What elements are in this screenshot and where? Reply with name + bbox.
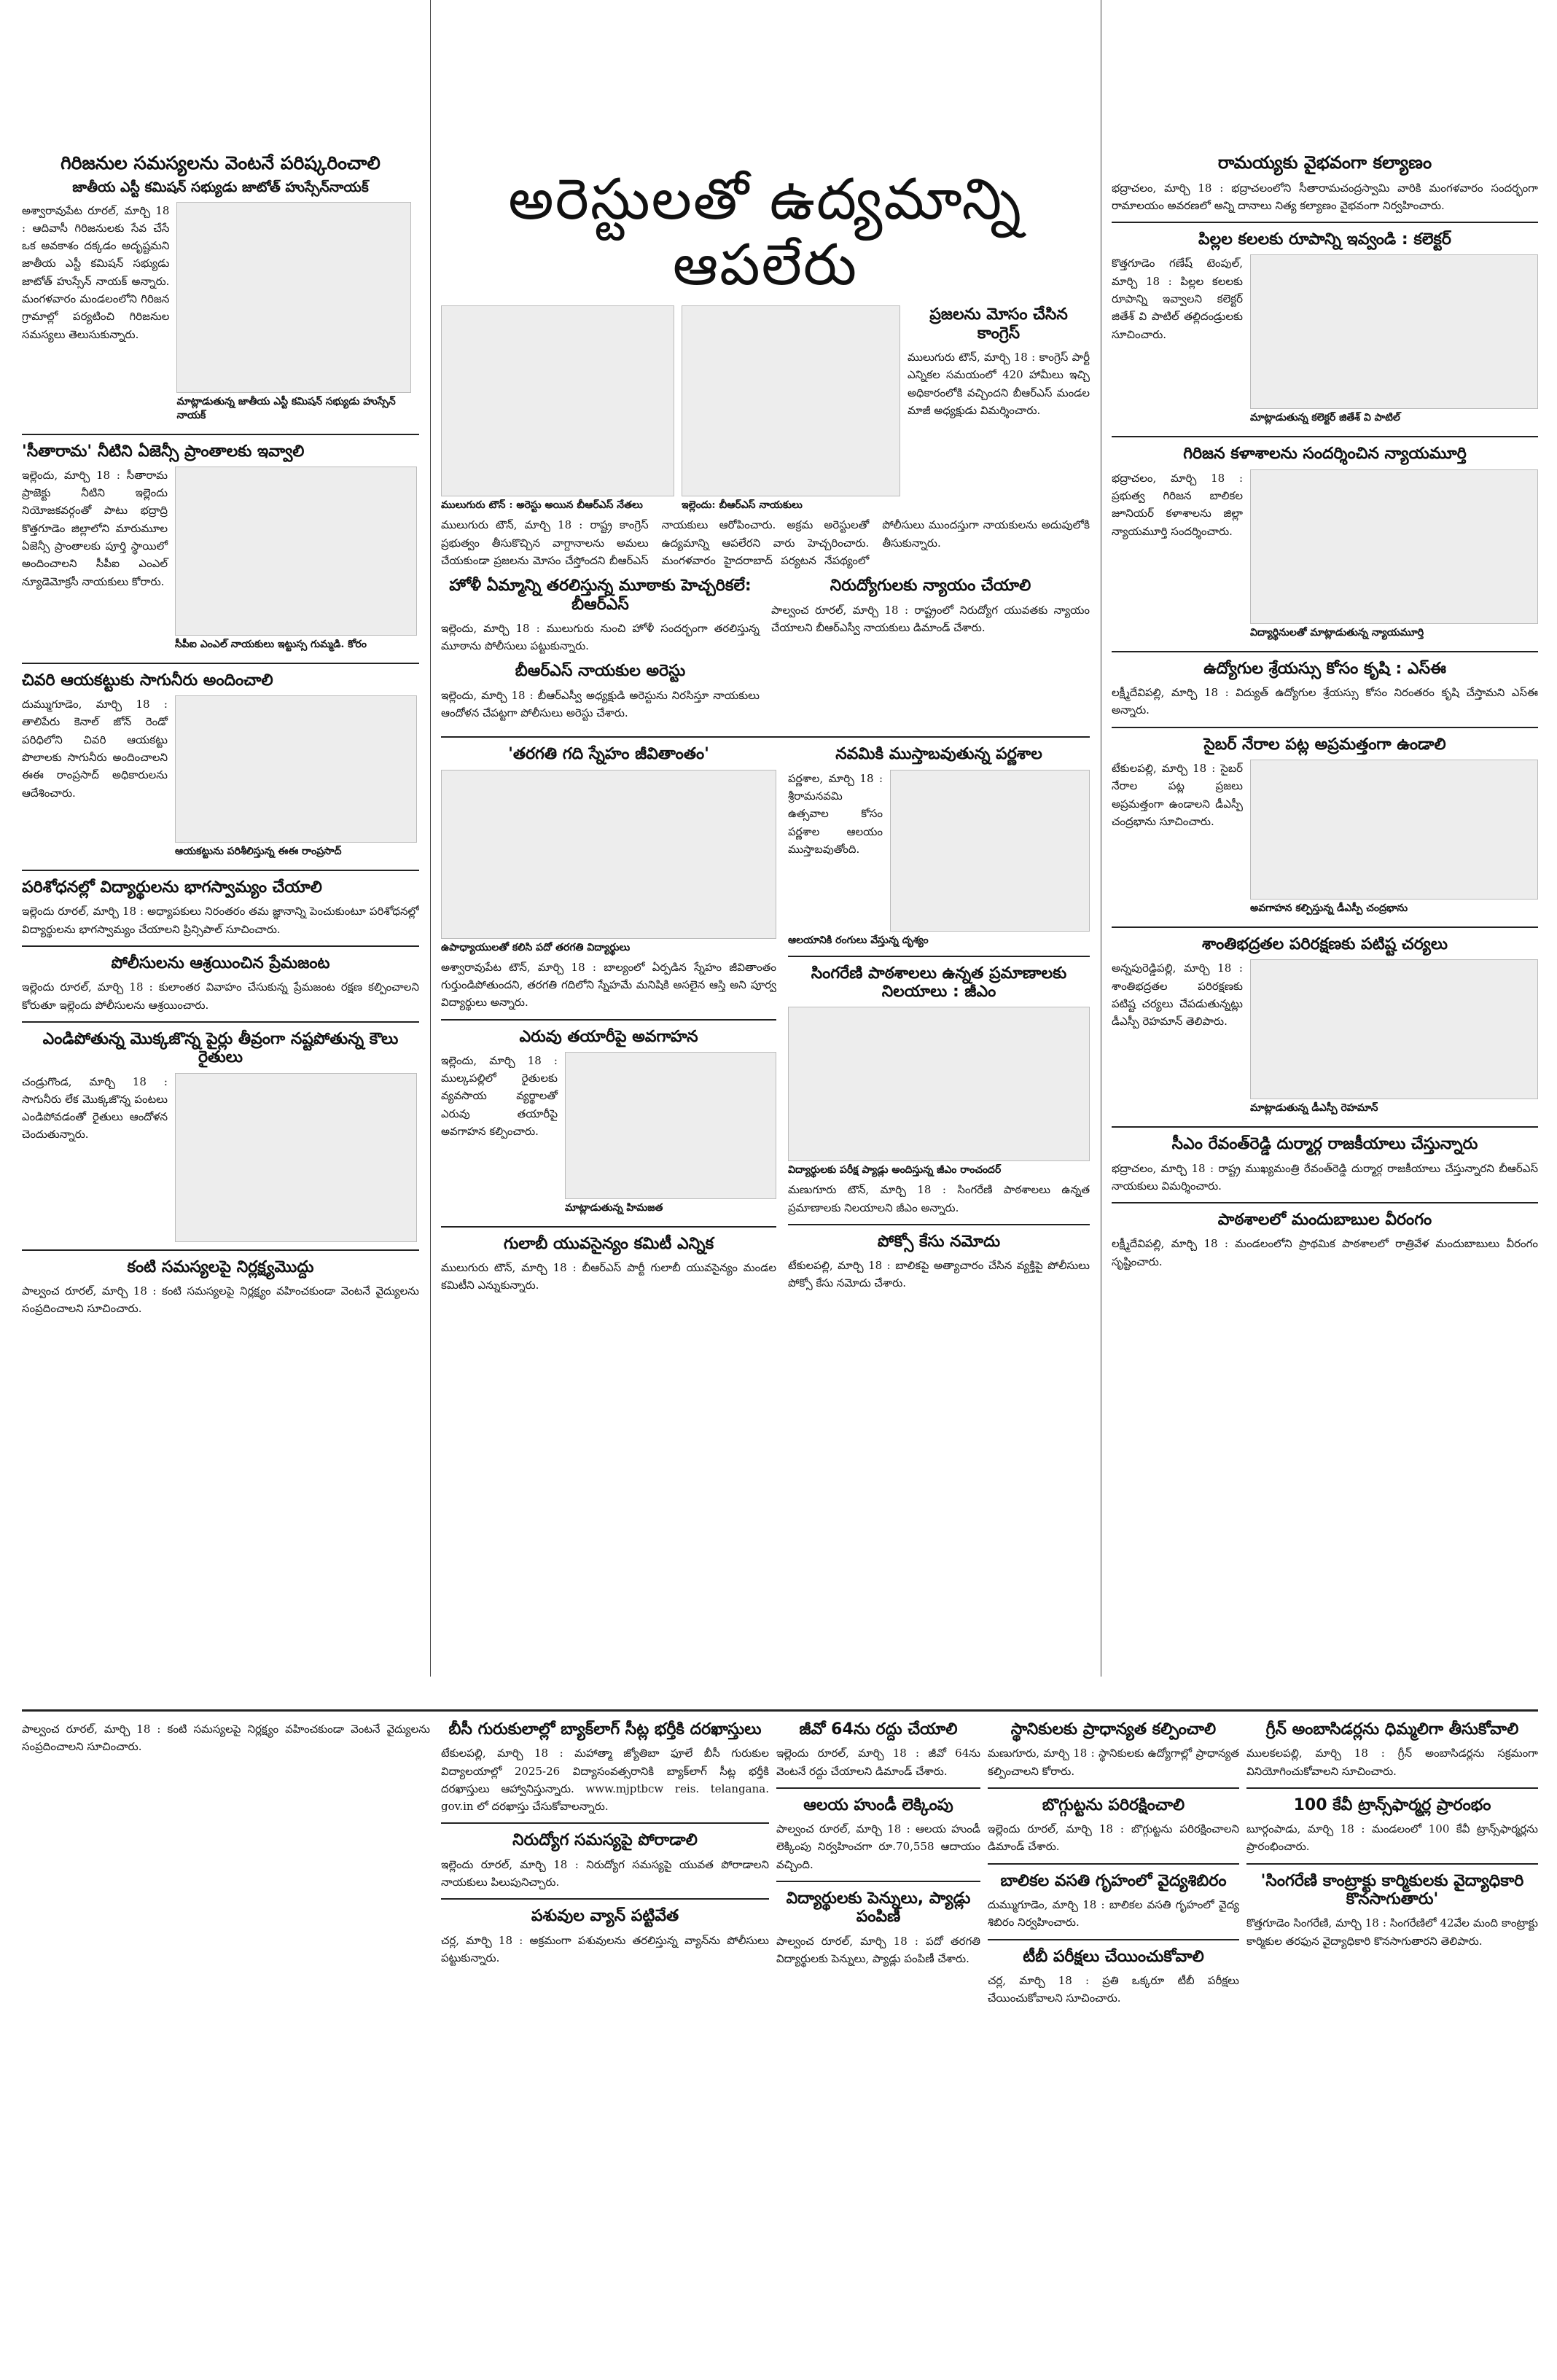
- headline-pocso: పోక్సో కేసు నమోదు: [877, 1232, 1001, 1251]
- headline-couple: పోలీసులను ఆశ్రయించిన ప్రేమజంట: [111, 954, 330, 973]
- news-photo: [441, 770, 776, 939]
- headline-school-drunkards: పాఠశాలలో మందుబాబుల వీరంగం: [1217, 1211, 1432, 1230]
- headline-cm-politics: సీఎం రేవంత్‌రెడ్డి దుర్మార్గ రాజకీయాలు చేస్తున్నారు: [1171, 1135, 1478, 1154]
- headline-kalyanam: రామయ్యకు వైభవంగా కల్యాణం: [1217, 153, 1432, 173]
- photo-caption: మాట్లాడుతున్న హిమజత: [565, 1201, 663, 1214]
- main-article-body: ములుగురు టౌన్, మార్చి 18 : రాష్ట్ర కాంగ్రెస్ ప్రభుత్వం తీసుకొచ్చిన వాగ్దానాలను అమలు చేయకుండా ప్రజలను మోసం చేస్తోందని బీఆర్ఎస్ నాయకులు ఆరోపించారు. అక్రమ అరెస్టులతో ఉద్యమాన్ని ఆపలేరని వారు హెచ్చరించారు. మంగళవారం హైదరాబాద్ పర్యటన నేపథ్యంలో పోలీసులు ముందస్తుగా నాయకులను అదుపులోకి తీసుకున్నారు.: [441, 518, 1090, 567]
- headline-tb-tests: టీబీ పరీక్షలు చేయించుకోవాలి: [1023, 1947, 1204, 1966]
- article-body: పాల్వంచ రూరల్, మార్చి 18 : పదో తరగతి విద్యార్థులకు పెన్నులు, ప్యాడ్లు పంపిణీ చేశారు.: [776, 1934, 980, 1965]
- article-body: ములుగురు టౌన్, మార్చి 18 : బీఆర్ఎస్ పార్టీ గులాబీ యువసైన్యం మండల కమిటీని ఎన్నుకున్నారు.: [441, 1261, 776, 1292]
- news-photo: [1250, 254, 1538, 409]
- photo-caption: అవగాహన కల్పిస్తున్న డీఎస్పీ చంద్రభాను: [1250, 902, 1408, 914]
- right-column: [1112, 153, 1538, 1698]
- article-body: చర్ల, మార్చి 18 : ప్రతి ఒక్కరూ టీబీ పరీక్షలు చేయించుకోవాలని సూచించారు.: [988, 1973, 1239, 2005]
- headline-unemployed: నిరుద్యోగులకు న్యాయం చేయాలి: [830, 577, 1031, 596]
- article-body: మణుగూరు, మార్చి 18 : స్థానికులకు ఉద్యోగాల్లో ప్రాధాన్యత కల్పించాలని కోరారు.: [988, 1747, 1239, 1778]
- headline-ayacut: చివరి ఆయకట్టుకు సాగునీరు అందించాలి: [22, 671, 273, 690]
- photo-caption: ఇల్లెందు: బీఆర్ఎస్ నాయకులు: [682, 499, 803, 512]
- center-column: [441, 168, 1090, 1713]
- headline-transformers: 100 కేవీ ట్రాన్స్‌ఫార్మర్ల ప్రారంభం: [1293, 1795, 1491, 1814]
- news-photo: [788, 1007, 1090, 1161]
- headline-eye: కంటి సమస్యలపై నిర్లక్ష్యమొద్దు: [127, 1257, 314, 1276]
- headline-collector: పిల్లల కలలకు రూపాన్ని ఇవ్వండి : కలెక్టర్: [1198, 230, 1451, 249]
- photo-caption: ఆలయానికి రంగులు వేస్తున్న దృశ్యం: [788, 934, 929, 946]
- headline-parnashala: నవమికి ముస్తాబవుతున్న పర్ణశాల: [835, 745, 1042, 764]
- headline-cattle-van: పశువుల వ్యాన్ పట్టివేత: [531, 1907, 679, 1926]
- article-body: పాల్వంచ రూరల్, మార్చి 18 : కంటి సమస్యలపై నిర్లక్ష్యం వహించకుండా వెంటనే వైద్యులను సంప్రదించాలని సూచించారు.: [22, 1284, 419, 1316]
- article-body: పాల్వంచ రూరల్, మార్చి 18 : రాష్ట్రంలో నిరుద్యోగ యువతకు న్యాయం చేయాలని బీఆర్ఎస్వీ నాయకులు డిమాండ్ చేశారు.: [771, 603, 1090, 634]
- news-photo: [175, 695, 417, 843]
- main-headline: అరెస్టులతో ఉద్యమాన్ని ఆపలేరు: [508, 168, 1023, 298]
- news-photo: [1250, 959, 1538, 1099]
- news-photo: [175, 467, 417, 636]
- article-body: అశ్వారావుపేట రూరల్, మార్చి 18 : ఆదివాసీ గిరిజనులకు సేవ చేసే ఒక అవకాశం దక్కడం అదృష్టమని జాతీయ ఎస్టీ కమిషన్ సభ్యుడు జాటోత్ హుస్సేన్ నాయక్ అన్నారు. మంగళవారం మండలంలోని గిరిజన గ్రామాల్లో పర్యటించి గిరిజనుల సమస్యలు తెలుసుకున్నారు.: [22, 203, 170, 341]
- article-body: అన్నపురెడ్డిపల్లి, మార్చి 18 : శాంతిభద్రతల పరిరక్షణకు పటిష్ట చర్యలు చేపడుతున్నట్లు డీఎస్పీ రెహమాన్ తెలిపారు.: [1112, 961, 1243, 1029]
- article-body: ఇల్లెందు, మార్చి 18 : బీఆర్ఎస్వీ అధ్యక్షుడి అరెస్టును నిరసిస్తూ నాయకులు ఆందోళన చేపట్టగా పోలీసులు అరెస్టు చేశారు.: [441, 688, 760, 720]
- article-body: లక్ష్మీదేవిపల్లి, మార్చి 18 : మండలంలోని ప్రాథమిక పాఠశాలలో రాత్రివేళ మందుబాబులు వీరంగం సృష్టించారు.: [1112, 1237, 1538, 1268]
- headline-singareni-schools: సింగరేణి పాఠశాలలు ఉన్నత ప్రమాణాలకు నిలయాలు : జీఎం: [811, 964, 1067, 1001]
- headline-pens-pads: విద్యార్థులకు పెన్నులు, ప్యాడ్లు పంపిణీ: [786, 1889, 971, 1927]
- photo-caption: ఆయకట్టును పరిశీలిస్తున్న ఈఈ రాంప్రసాద్: [175, 846, 342, 858]
- subheadline-st-commission: జాతీయ ఎస్టీ కమిషన్ సభ్యుడు జాటోత్ హుస్సేన్‌నాయక్: [72, 179, 369, 195]
- article-body: దుమ్ముగూడెం, మార్చి 18 : బాలికల వసతి గృహంలో వైద్య శిబిరం నిర్వహించారు.: [988, 1898, 1239, 1930]
- article-body: కొత్తగూడెం సింగరేణి, మార్చి 18 : సింగరేణిలో 42వేల మంది కాంట్రాక్టు కార్మికుల తరఫున వైద్యాధికారి కొనసాగుతారని తెలిపారు.: [1246, 1916, 1538, 1948]
- photo-caption: మాట్లాడుతున్న డీఎస్పీ రెహమాన్: [1250, 1102, 1378, 1115]
- news-photo: [682, 305, 900, 496]
- news-photo: [175, 1073, 417, 1242]
- article-body: టేకులపల్లి, మార్చి 18 : బాలికపై అత్యాచారం చేసిన వ్యక్తిపై పోలీసులు పోక్సో కేసు నమోదు చేశారు.: [788, 1259, 1090, 1290]
- headline-locals: స్థానికులకు ప్రాధాన్యత కల్పించాలి: [1010, 1720, 1217, 1739]
- article-body: భద్రాచలం, మార్చి 18 : భద్రాచలంలోని సీతారామచంద్రస్వామి వారికి మంగళవారం సందర్భంగా రామాలయం అవరణలో అన్ని దానాలు నిత్య కల్యాణం వైభవంగా నిర్వహించారు.: [1112, 181, 1538, 212]
- article-body: పర్ణశాల, మార్చి 18 : శ్రీరామనవమి ఉత్సవాల కోసం పర్ణశాల ఆలయం ముస్తాబవుతోంది.: [788, 771, 883, 856]
- photo-caption: ఉపాధ్యాయులతో కలిసి పదో తరగతి విద్యార్థులు: [441, 941, 631, 953]
- article-body: ఇల్లెందు రూరల్, మార్చి 18 : జీవో 64ను వెంటనే రద్దు చేయాలని డిమాండ్ చేశారు.: [776, 1747, 980, 1778]
- article-body: ఇల్లెందు రూరల్, మార్చి 18 : నిరుద్యోగ సమస్యపై యువత పోరాడాలని నాయకులు పిలుపునిచ్చారు.: [441, 1857, 769, 1889]
- article-body: ములకలపల్లి, మార్చి 18 : గ్రీన్ అంబాసిడర్లను సక్రమంగా వినియోగించుకోవాలని సూచించారు.: [1246, 1747, 1538, 1778]
- headline-congress: ప్రజలను మోసం చేసిన కాంగ్రెస్: [929, 305, 1068, 343]
- article-body: ఇల్లెందు రూరల్, మార్చి 18 : బొగ్గుట్టను పరిరక్షించాలని డిమాండ్ చేశారు.: [988, 1822, 1239, 1854]
- headline-law-order: శాంతిభద్రతల పరిరక్షణకు పటిష్ట చర్యలు: [1201, 935, 1448, 953]
- article-body: కొత్తగూడెం గణేష్ టెంపుల్, మార్చి 18 : పిల్లల కలలకు రూపాన్ని ఇవ్వాలని కలెక్టర్ జితేశ్ వి పాటిల్ తల్లిదండ్రులకు సూచించారు.: [1112, 257, 1243, 341]
- bottom-left-column: [22, 1720, 430, 2362]
- headline-unemployment: నిరుద్యోగ సమస్యపై పోరాడాలి: [512, 1831, 698, 1850]
- headline-medical-camp: బాలికల వసతి గృహంలో వైద్యశిబిరం: [1000, 1871, 1227, 1890]
- article-body: చర్ల, మార్చి 18 : అక్రమంగా పశువులను తరలిస్తున్న వ్యాన్‌ను పోలీసులు పట్టుకున్నారు.: [441, 1933, 769, 1965]
- article-body: బూర్గంపాడు, మార్చి 18 : మండలంలో 100 కేవీ ట్రాన్స్‌ఫార్మర్లను ప్రారంభించారు.: [1246, 1822, 1538, 1854]
- article-body: భద్రాచలం, మార్చి 18 : రాష్ట్ర ముఖ్యమంత్రి రేవంత్‌రెడ్డి దుర్మార్గ రాజకీయాలు చేస్తున్నారని బీఆర్ఎస్ నాయకులు విమర్శించారు.: [1112, 1161, 1538, 1193]
- headline-singareni-medical: 'సింగరేణి కాంట్రాక్టు కార్మికులకు వైద్యాధికారి కొనసాగుతారు': [1260, 1871, 1524, 1909]
- article-body: ఇల్లెందు రూరల్, మార్చి 18 : అధ్యాపకులు నిరంతరం తమ జ్ఞానాన్ని పెంచుకుంటూ పరిశోధనల్లో విద్యార్థులను భాగస్వామ్యం చేయాలని ప్రిన్సిపాల్ సూచించారు.: [22, 905, 419, 936]
- article-body: టేకులపల్లి, మార్చి 18 : మహాత్మా జ్యోతిబా ఫూలే బీసీ గురుకుల విద్యాలయాల్లో 2025-26 విద్యాసంవత్సరానికి బ్యాక్‌లాగ్ సీట్ల భర్తీకి దరఖాస్తులు ఆహ్వానిస్తున్నారు. www.mjptbcw reis. telangana. gov.in లో దరఖాస్తు చేసుకోవాలన్నారు.: [441, 1747, 769, 1814]
- left-column: [22, 153, 419, 1698]
- headline-research: పరిశోధనల్లో విద్యార్థులను భాగస్వామ్యం చేయాలి: [22, 878, 322, 897]
- news-photo: [1250, 469, 1538, 624]
- article-body: ఇల్లెందు, మార్చి 18 : ములుగురు నుంచి హోళీ సందర్భంగా తరలిస్తున్న మూఠాను పోలీసులు పట్టుకున్నారు.: [441, 621, 760, 653]
- headline-bc-gurukul: బీసీ గురుకులాల్లో బ్యాక్‌లాగ్ సీట్ల భర్తీకి దరఖాస్తులు: [448, 1720, 762, 1739]
- photo-caption: మాట్లాడుతున్న కలెక్టర్ జితేశ్ వి పాటిల్: [1250, 412, 1400, 424]
- photo-caption: విద్యార్థినులతో మాట్లాడుతున్న న్యాయమూర్తి: [1250, 626, 1424, 639]
- headline-friendship: 'తరగతి గది స్నేహం జీవితాంతం': [508, 745, 709, 764]
- bottom-col-a: [441, 1720, 769, 2362]
- headline-cyber: సైబర్ నేరాల పట్ల అప్రమత్తంగా ఉండాలి: [1203, 735, 1446, 754]
- photo-caption: సీపీఐ ఎంఎల్ నాయకులు ఇట్టుస్స గుమ్మడి. కోరం: [175, 638, 367, 650]
- bottom-col-c: [988, 1720, 1239, 2362]
- headline-holi: హోళీ ఏమ్మాన్ని తరలిస్తున్న మూఠాకు హెచ్చరికలే: బీఆర్ఎస్: [449, 577, 752, 614]
- headline-brs-arrest: బీఆర్ఎస్ నాయకుల అరెస్టు: [515, 662, 686, 681]
- bottom-col-b: [776, 1720, 980, 2362]
- headline-judge: గిరిజన కళాశాలను సందర్శించిన న్యాయమూర్తి: [1183, 445, 1467, 464]
- headline-seetharama: 'సీతారామ' నీటిని ఏజెన్సీ ప్రాంతాలకు ఇవ్వాలి: [22, 442, 305, 461]
- article-body: ఇల్లెందు, మార్చి 18 : సీతారామ ప్రాజెక్టు నీటిని ఇల్లెందు నియోజకవర్గంతో పాటు భద్రాద్రి కొత్తగూడెం జిల్లాలోని మారుమూల ఏజెన్సీ ప్రాంతాలకు పూర్తి స్థాయిలో అందించాలని సీపీఐ ఎంఎల్ న్యూడెమోక్రసీ నాయకులు కోరారు.: [22, 468, 168, 588]
- headline-tribal-issues: గిరిజనుల సమస్యలను వెంటనే పరిష్కరించాలి: [61, 153, 381, 173]
- photo-caption: ములుగురు టౌన్ : అరెస్టు అయిన బీఆర్ఎస్ నేతలు: [441, 499, 643, 512]
- article-body: పాల్వంచ రూరల్, మార్చి 18 : ఆలయ హుండీ లెక్కింపు నిర్వహించగా రూ.70,558 ఆదాయం వచ్చింది.: [776, 1822, 980, 1871]
- article-body: ఇల్లెందు రూరల్, మార్చి 18 : కులాంతర వివాహం చేసుకున్న ప్రేమజంట రక్షణ కల్పించాలని కోరుతూ ఇల్లెందు పోలీసులను ఆశ్రయించారు.: [22, 980, 419, 1012]
- photo-caption: విద్యార్థులకు పరీక్ష ప్యాడ్లు అందిస్తున్న జీఎం రాంచందర్: [788, 1164, 1002, 1177]
- news-photo: [1250, 760, 1538, 900]
- article-body: భద్రాచలం, మార్చి 18 : ప్రభుత్వ గిరిజన బాలికల జూనియర్ కళాశాలను జిల్లా న్యాయమూర్తి సందర్శించారు.: [1112, 471, 1243, 538]
- headline-youth-committee: గులాబీ యువసైన్యం కమిటీ ఎన్నిక: [503, 1234, 714, 1253]
- news-photo: [176, 202, 411, 393]
- article-body: పాల్వంచ రూరల్, మార్చి 18 : కంటి సమస్యలపై నిర్లక్ష్యం వహించకుండా వెంటనే వైద్యులను సంప్రదించాలని సూచించారు.: [22, 1722, 430, 1754]
- headline-manure: ఎరువు తయారీపై అవగాహన: [519, 1027, 698, 1046]
- headline-employees: ఉద్యోగుల శ్రేయస్సు కోసం కృషి : ఎస్ఈ: [1203, 659, 1446, 678]
- article-body: దుమ్ముగూడెం, మార్చి 18 : తాలిపేరు కెనాల్ జోన్ రెండో పరిధిలోని చివరి ఆయకట్టు పొలాలకు సాగునీరు అందించాలని ఈఈ రాంప్రసాద్ అధికారులను ఆదేశించారు.: [22, 698, 168, 800]
- news-photo: [890, 770, 1090, 932]
- headline-green-ambassadors: గ్రీన్ అంబాసిడర్లను ధిమ్మలిగా తీసుకోవాలి: [1265, 1720, 1519, 1739]
- bottom-col-d: [1246, 1720, 1538, 2362]
- article-body: ఇల్లెందు, మార్చి 18 : ముల్కపల్లిలో రైతులకు వ్యవసాయ వ్యర్థాలతో ఎరువు తయారీపై అవగాహన కల్పించారు.: [441, 1053, 558, 1139]
- article-body: అశ్వారావుపేట టౌన్, మార్చి 18 : బాల్యంలో ఏర్పడిన స్నేహం జీవితాంతం గుర్తుండిపోతుందని, తరగతి గదిలోని స్నేహమే మనిషికి అసలైన ఆస్తి అని పూర్వ విద్యార్థులు అన్నారు.: [441, 960, 776, 1010]
- headline-maize: ఎండిపోతున్న మొక్కజొన్న పైర్లు తీవ్రంగా నష్టపోతున్న కౌలు రైతులు: [42, 1029, 399, 1067]
- column-divider: [430, 0, 431, 1677]
- photo-caption: మాట్లాడుతున్న జాతీయ ఎస్టీ కమిషన్ సభ్యుడు హుస్సేన్ నాయక్: [176, 395, 396, 421]
- news-photo: [441, 305, 674, 496]
- headline-hundi: ఆలయ హుండీ లెక్కింపు: [803, 1795, 953, 1814]
- news-photo: [565, 1052, 776, 1199]
- article-body: లక్ష్మీదేవిపల్లి, మార్చి 18 : విద్యుత్ ఉద్యోగుల శ్రేయస్సు కోసం నిరంతరం కృషి చేస్తామని ఎస్ఈ అన్నారు.: [1112, 686, 1538, 717]
- headline-boggutta: బొగ్గుట్టను పరిరక్షించాలి: [1042, 1795, 1185, 1814]
- headline-go64: జీవో 64ను రద్దు చేయాలి: [799, 1720, 958, 1739]
- article-body: మణుగూరు టౌన్, మార్చి 18 : సింగరేణి పాఠశాలలు ఉన్నత ప్రమాణాలకు నిలయాలని జీఎం అన్నారు.: [788, 1183, 1090, 1214]
- article-body: టేకులపల్లి, మార్చి 18 : సైబర్ నేరాల పట్ల ప్రజలు అప్రమత్తంగా ఉండాలని డీఎస్పీ చంద్రభాను సూచించారు.: [1112, 761, 1243, 828]
- article-body: చండ్రుగొండ, మార్చి 18 : సాగునీరు లేక మొక్కజొన్న పంటలు ఎండిపోవడంతో రైతులు ఆందోళన చెందుతున్నారు.: [22, 1074, 168, 1142]
- section-divider: [22, 1709, 1538, 1712]
- article-body: ములుగురు టౌన్, మార్చి 18 : కాంగ్రెస్ పార్టీ ఎన్నికల సమయంలో 420 హామీలు ఇచ్చి అధికారంలోకి వచ్చిందని బీఆర్ఎస్ మండల మాజీ అధ్యక్షుడు విమర్శించారు.: [908, 350, 1090, 417]
